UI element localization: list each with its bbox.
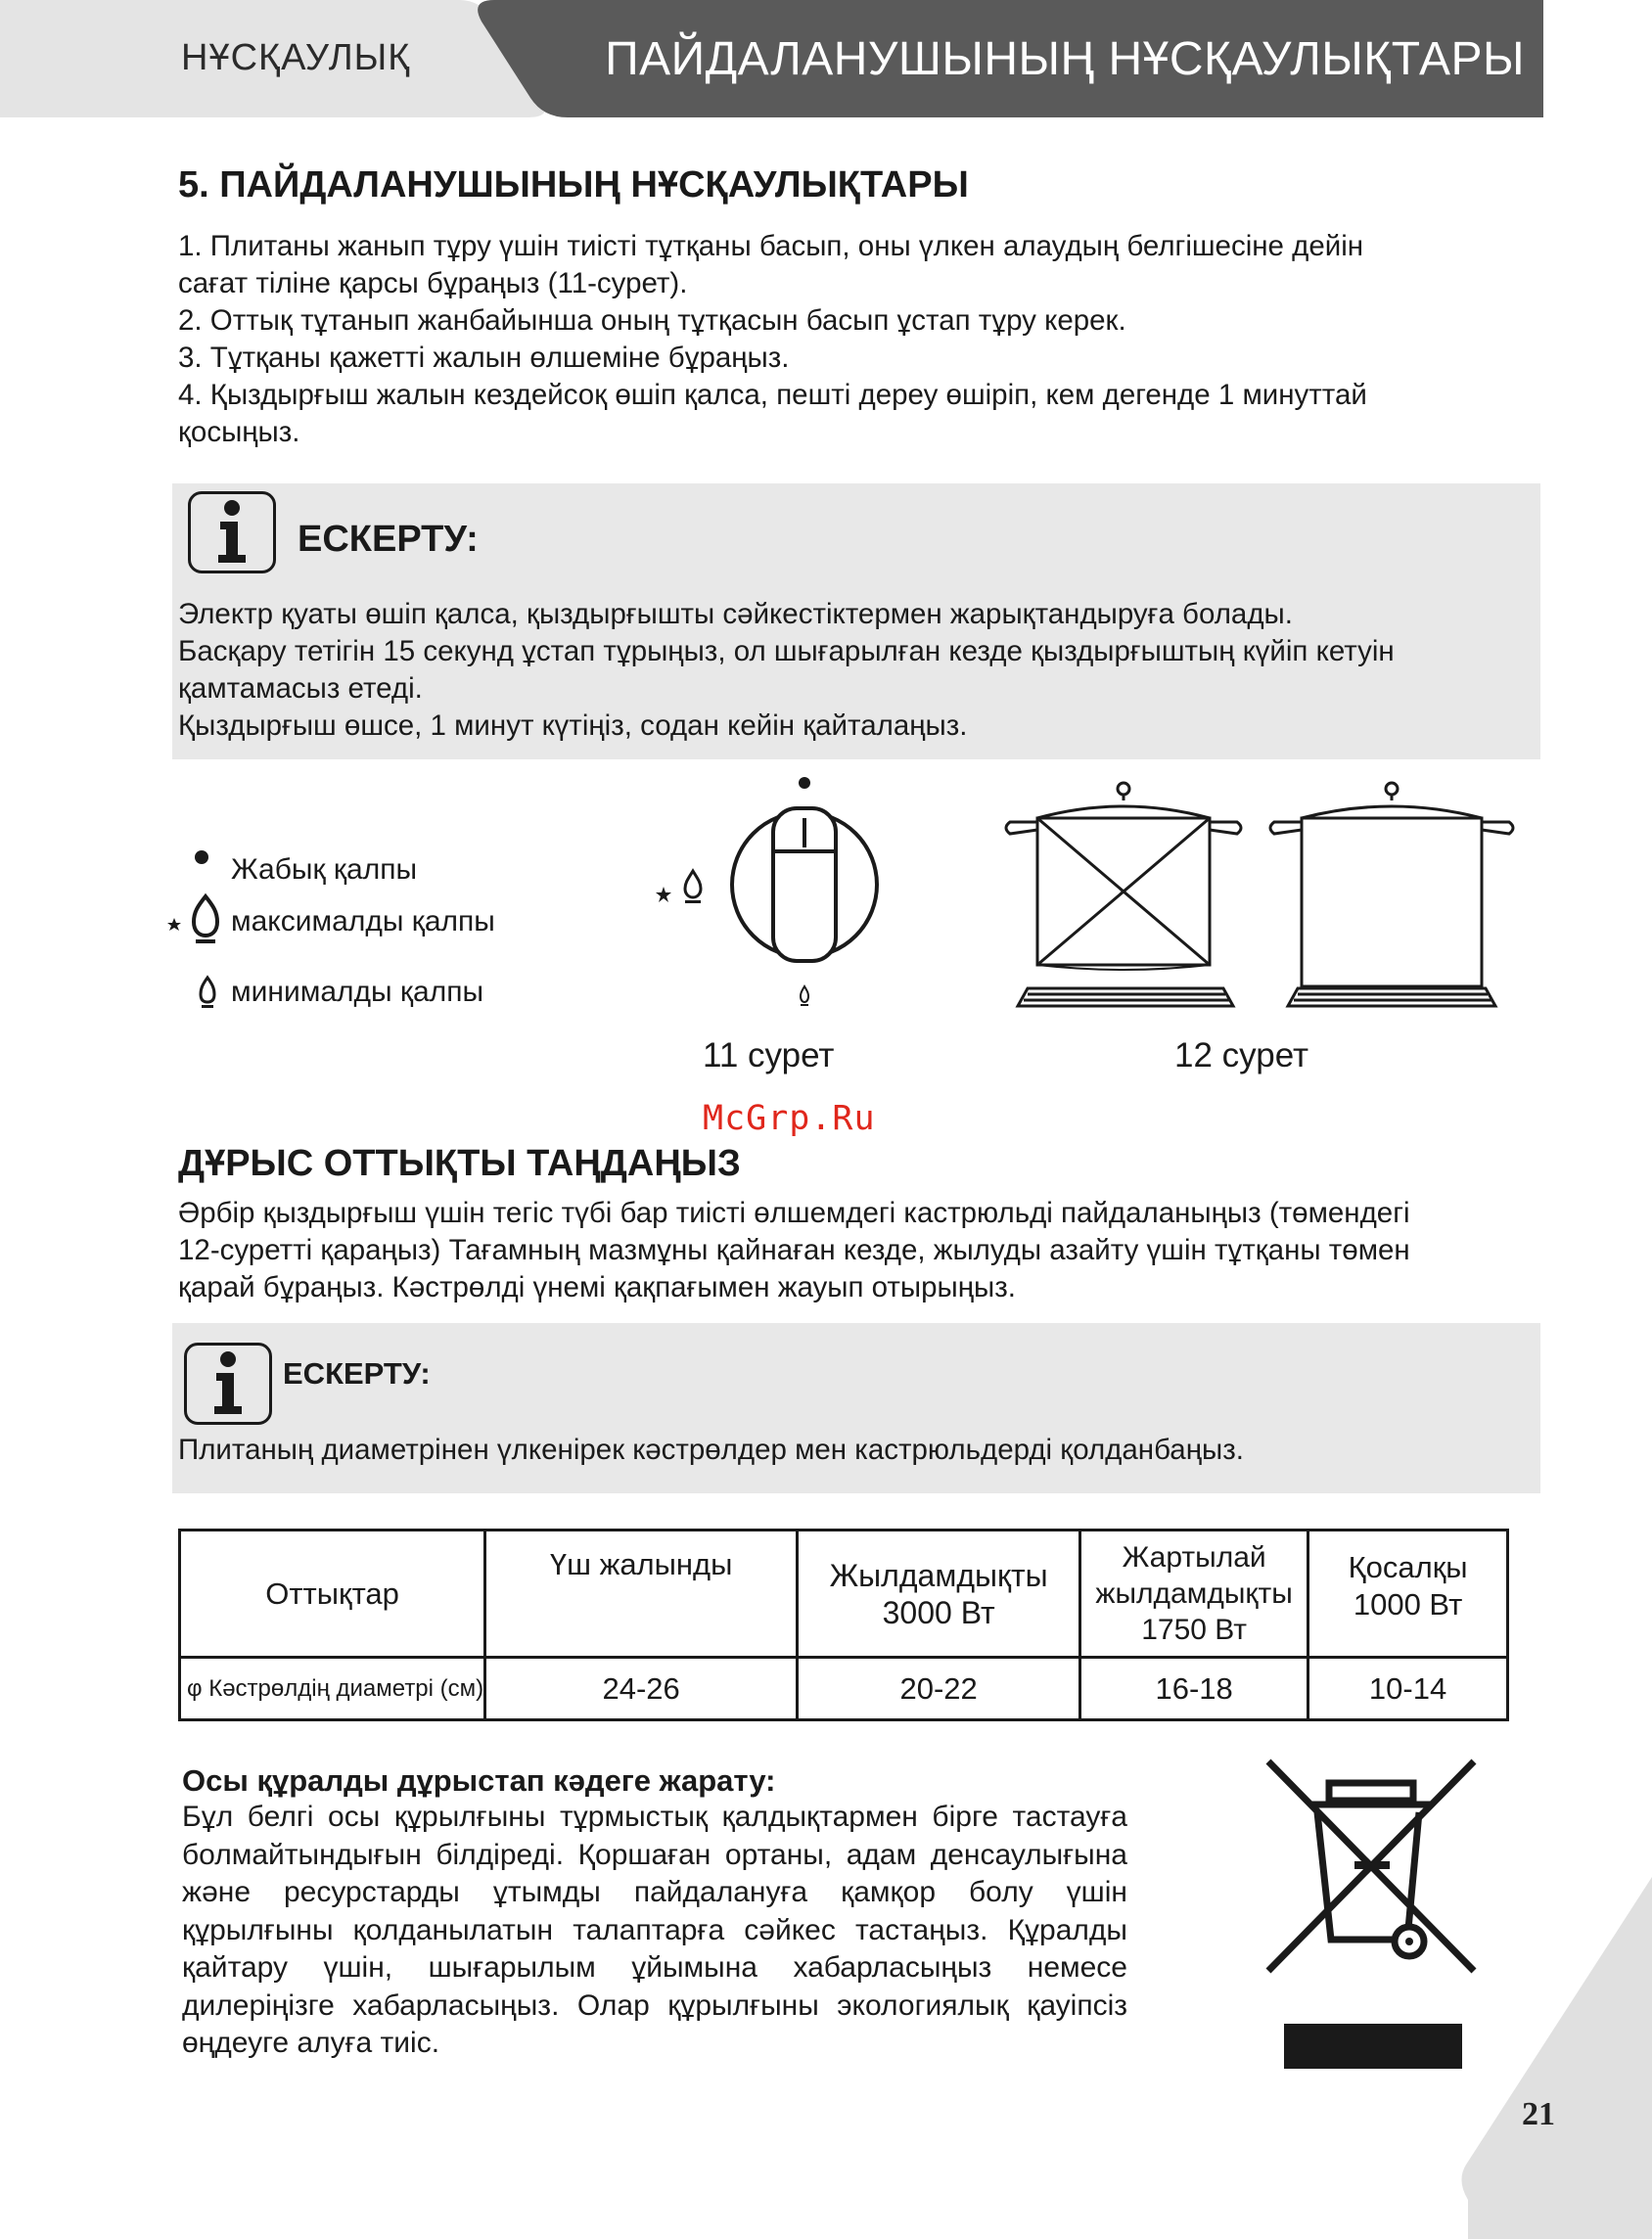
legend-closed: Жабық қалпы <box>231 853 418 886</box>
table-cell <box>485 1531 798 1658</box>
figure-12-caption: 12 сурет <box>1174 1036 1309 1074</box>
step-line: 1. Плитаны жанып тұру үшін тиісті тұтқаны басып, оны үлкен алаудың белгішесіне дейін <box>178 230 1364 262</box>
burner-plate-icon <box>1018 988 1233 1006</box>
watermark: McGrp.Ru <box>703 1099 876 1138</box>
control-knob-diagram <box>646 769 900 1024</box>
table-cell <box>180 1658 485 1720</box>
legend-max: максималды қалпы <box>231 905 495 937</box>
column-header-line: Жартылай <box>1122 1541 1266 1574</box>
column-header-line: Қосалқы <box>1348 1550 1468 1584</box>
column-header-line: 1000 Вт <box>1353 1587 1463 1622</box>
legend-min: минималды қалпы <box>231 976 484 1008</box>
notice-line: Электр қуаты өшіп қалса, қыздырғышты сәйкестіктермен жарықтандыруға болады. <box>178 598 1293 630</box>
table-cell <box>798 1531 1080 1658</box>
diameter-value: 24-26 <box>602 1670 680 1706</box>
closed-position-dot-icon <box>192 847 211 867</box>
column-header-line: жылдамдықты <box>1095 1577 1293 1610</box>
section-title: 5. ПАЙДАЛАНУШЫНЫҢ НҰСҚАУЛЫҚТАРЫ <box>178 164 969 206</box>
figure-11-caption: 11 сурет <box>703 1036 835 1074</box>
table-cell <box>798 1658 1080 1720</box>
header-section-title: ПАЙДАЛАНУШЫНЫҢ НҰСҚАУЛЫҚТАРЫ <box>605 33 1525 85</box>
correct-pot-icon <box>1270 783 1513 986</box>
info-icon <box>184 1343 272 1425</box>
page-number: 21 <box>1522 2096 1555 2132</box>
diameter-value: 10-14 <box>1368 1670 1447 1706</box>
column-header-line: 1750 Вт <box>1141 1614 1248 1646</box>
table-row <box>180 1531 1508 1658</box>
row-header-label: Оттықтар <box>265 1576 399 1611</box>
notice-title: ЕСКЕРТУ: <box>283 1356 431 1391</box>
diameter-value: 20-22 <box>899 1670 978 1706</box>
min-flame-icon <box>196 975 219 1010</box>
notice-line: Басқару тетігін 15 секунд ұстап тұрыңыз, ол шығарылған кезде қыздырғыштың күйіп кетуін <box>178 635 1395 667</box>
burner-diameter-table <box>178 1529 1509 1721</box>
step-line: қосыңыз. <box>178 416 300 448</box>
info-icon <box>188 491 276 573</box>
weee-black-bar <box>1284 2024 1462 2069</box>
step-line: 2. Оттық тұтанып жанбайынша оның тұтқасын басып ұстап тұру керек. <box>178 304 1126 337</box>
step-line: 4. Қыздырғыш жалын кездейсоқ өшіп қалса, пешті дереу өшіріп, кем дегенде 1 минуттай <box>178 379 1367 411</box>
diameter-label: φ Кәстрөлдің диаметрі (см) <box>187 1674 484 1702</box>
burner-text-line: 12-суретті қараңыз) Тағамның мазмұны қайнаған кезде, жылуды азайту үшін тұтқаны төмен <box>178 1234 1410 1266</box>
step-line: 3. Тұтқаны қажетті жалын өлшеміне бұраңыз. <box>178 342 790 374</box>
notice-line: Қыздырғыш өшсе, 1 минут күтіңіз, содан кейін қайталаңыз. <box>178 709 968 742</box>
oversized-pot-icon <box>1006 783 1241 965</box>
column-header-line: Үш жалынды <box>549 1547 733 1581</box>
disposal-text: Бұл белгі осы құрылғыны тұрмыстық қалдықтармен бірге тастауға болмайтындығын білдіреді. Қоршаған ортаны, адам денсаулығына және ресурстарды ұтымды пайдалануға қамқор болу үшін құрылғыны қолданылатын талаптарға сәйкес тастаңыз. Құралды қайтару үшін, шығарылым ұйымына хабарласыңыз немесе дилеріңізге хабарласыңыз. Олар құрылғыны экологиялық қауіпсіз өңдеуге алуға тиіс. <box>182 1801 1127 2059</box>
weee-crossed-bin-icon <box>1261 1754 1482 2072</box>
column-header-line: Жылдамдықты <box>829 1557 1048 1593</box>
table-cell <box>485 1658 798 1720</box>
table-cell <box>1308 1658 1508 1720</box>
pots-size-diagram <box>998 779 1527 1020</box>
column-header-line: 3000 Вт <box>882 1594 995 1630</box>
notice-line: қамтамасыз етеді. <box>178 672 423 705</box>
burner-text-line: қарай бұраңыз. Кәстрөлді үнемі қақпағымен жауып отырыңыз. <box>178 1271 1016 1303</box>
table-row <box>180 1658 1508 1720</box>
step-line: сағат тіліне қарсы бұраңыз (11-сурет). <box>178 267 688 299</box>
table-cell <box>180 1531 485 1658</box>
table-cell <box>1080 1531 1308 1658</box>
notice-text: Плитаның диаметрінен үлкенірек кәстрөлдер мен кастрюльдерді қолданбаңыз. <box>178 1434 1244 1466</box>
header-manual-label: НҰСҚАУЛЫҚ <box>181 37 411 78</box>
max-flame-icon <box>164 892 223 947</box>
diameter-value: 16-18 <box>1155 1670 1233 1706</box>
page-corner-shape <box>1456 1877 1652 2239</box>
table-cell <box>1308 1531 1508 1658</box>
burner-text-line: Әрбір қыздырғыш үшін тегіс түбі бар тиісті өлшемдегі кастрюльді пайдаланыңыз (төмендегі <box>178 1197 1410 1229</box>
burner-plate-icon <box>1288 988 1495 1006</box>
table-cell <box>1080 1658 1308 1720</box>
disposal-title: Осы құралды дұрыстап кәдеге жарату: <box>182 1763 776 1798</box>
notice-title: ЕСКЕРТУ: <box>298 519 479 560</box>
burner-section-title: ДҰРЫС ОТТЫҚТЫ ТАҢДАҢЫЗ <box>178 1143 741 1184</box>
